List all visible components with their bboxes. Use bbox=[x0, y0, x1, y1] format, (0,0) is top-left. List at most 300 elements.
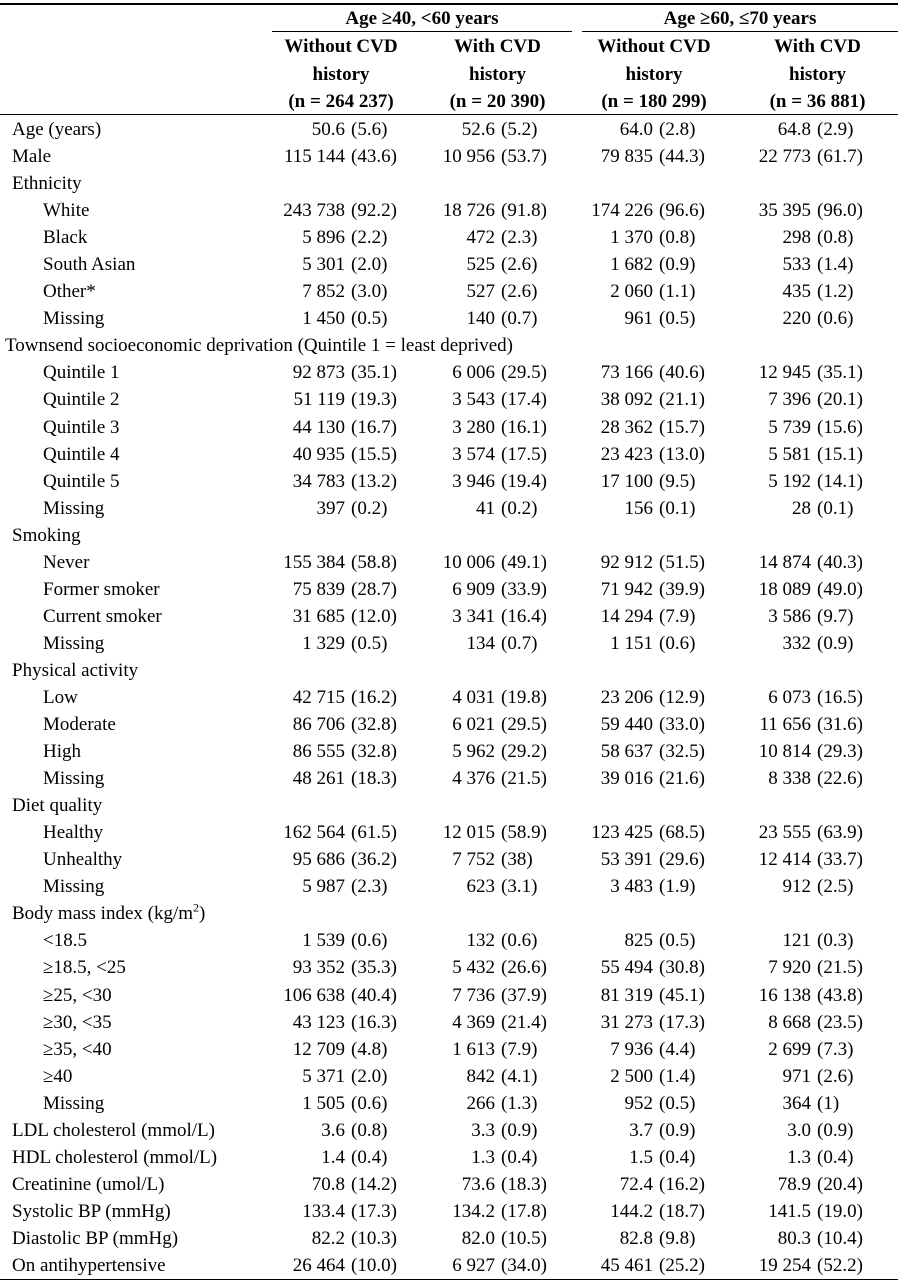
row-label-text: South Asian bbox=[43, 254, 136, 276]
table-row bbox=[0, 1252, 898, 1279]
cell-count: 23 555 bbox=[758, 822, 811, 844]
cell-percentage: (49.1) bbox=[501, 551, 547, 573]
cell-count: 8 668 bbox=[768, 1011, 811, 1033]
cell-count: 3.3 bbox=[471, 1119, 495, 1141]
column-header-line: (n = 180 299) bbox=[601, 91, 707, 112]
cell-count: 3 341 bbox=[452, 605, 495, 627]
table-row bbox=[0, 1225, 898, 1252]
row-label bbox=[12, 1144, 217, 1171]
cell-percentage: (0.8) bbox=[351, 1119, 388, 1141]
cell-percentage: (18.3) bbox=[351, 768, 397, 790]
table-row bbox=[0, 927, 898, 954]
cell-count: 73 166 bbox=[600, 362, 653, 384]
cell-percentage: (10.0) bbox=[351, 1254, 397, 1276]
table-row bbox=[0, 1009, 898, 1036]
cell-count: 527 bbox=[466, 281, 495, 303]
cell-percentage: (0.5) bbox=[659, 1092, 696, 1114]
cell-count: 34 783 bbox=[292, 470, 345, 492]
cell-percentage: (4.4) bbox=[659, 1038, 696, 1060]
cell-percentage: (16.3) bbox=[351, 1011, 397, 1033]
cell-count: 1 505 bbox=[302, 1092, 345, 1114]
cell-count: 42 715 bbox=[292, 686, 345, 708]
cell-count: 162 564 bbox=[283, 822, 345, 844]
cell-count: 86 555 bbox=[292, 741, 345, 763]
cell-count: 1 370 bbox=[610, 227, 653, 249]
cell-percentage: (32.8) bbox=[351, 741, 397, 763]
cell-count: 971 bbox=[782, 1065, 811, 1087]
cell-count: 41 bbox=[476, 497, 495, 519]
cell-count: 7 396 bbox=[768, 389, 811, 411]
cell-percentage: (9.5) bbox=[659, 470, 696, 492]
cell-percentage: (61.5) bbox=[351, 822, 397, 844]
cell-count: 134.2 bbox=[452, 1200, 495, 1222]
column-header-line: history bbox=[312, 63, 370, 85]
cell-percentage: (0.1) bbox=[817, 497, 854, 519]
cell-percentage: (1.4) bbox=[659, 1065, 696, 1087]
cell-count: 12 945 bbox=[758, 362, 811, 384]
cell-count: 3 574 bbox=[452, 443, 495, 465]
cell-count: 17 100 bbox=[600, 470, 653, 492]
cell-percentage: (2.8) bbox=[659, 119, 696, 140]
cell-percentage: (15.6) bbox=[817, 416, 863, 438]
table-row bbox=[0, 224, 898, 251]
cell-count: 266 bbox=[466, 1092, 495, 1114]
cell-count: 48 261 bbox=[292, 768, 345, 790]
cell-count: 106 638 bbox=[283, 984, 345, 1006]
cell-percentage: (33.0) bbox=[659, 714, 705, 736]
cell-count: 50.6 bbox=[311, 119, 345, 140]
cell-percentage: (14.2) bbox=[351, 1173, 397, 1195]
cell-percentage: (7.3) bbox=[817, 1038, 854, 1060]
table-body bbox=[0, 116, 898, 1279]
row-label bbox=[43, 278, 96, 305]
cell-percentage: (36.2) bbox=[351, 849, 397, 871]
cell-count: 52.6 bbox=[461, 119, 495, 140]
row-label bbox=[12, 1225, 178, 1252]
cell-percentage: (34.0) bbox=[501, 1254, 547, 1276]
table-row bbox=[0, 954, 898, 981]
cell-percentage: (0.9) bbox=[659, 254, 696, 276]
cell-count: 133.4 bbox=[302, 1200, 345, 1222]
cell-count: 332 bbox=[782, 632, 811, 654]
cell-percentage: (1) bbox=[817, 1092, 840, 1114]
cell-percentage: (16.4) bbox=[501, 605, 547, 627]
table-row bbox=[0, 765, 898, 792]
cell-percentage: (0.2) bbox=[501, 497, 538, 519]
cell-count: 6 073 bbox=[768, 686, 811, 708]
cell-percentage: (18.3) bbox=[501, 1173, 547, 1195]
table-row bbox=[0, 900, 898, 927]
cell-count: 5 301 bbox=[302, 254, 345, 276]
cell-percentage: (0.7) bbox=[501, 308, 538, 330]
row-label-text: Missing bbox=[43, 497, 105, 519]
cell-percentage: (15.7) bbox=[659, 416, 705, 438]
cell-count: 23 423 bbox=[600, 443, 653, 465]
table-row bbox=[0, 982, 898, 1009]
cell-count: 1 613 bbox=[452, 1038, 495, 1060]
table-top-rule bbox=[0, 3, 898, 5]
cell-percentage: (63.9) bbox=[817, 822, 863, 844]
row-label-text: Low bbox=[43, 686, 78, 708]
table-row bbox=[0, 819, 898, 846]
row-label-text: Moderate bbox=[43, 714, 116, 736]
row-label bbox=[43, 630, 104, 657]
cell-count: 155 384 bbox=[283, 551, 345, 573]
cell-percentage: (2.6) bbox=[501, 281, 538, 303]
cell-count: 3.6 bbox=[321, 1119, 345, 1141]
row-label bbox=[12, 116, 101, 143]
cell-count: 435 bbox=[782, 281, 811, 303]
cell-percentage: (0.6) bbox=[501, 930, 538, 952]
cell-percentage: (0.9) bbox=[817, 632, 854, 654]
row-label-text: Creatinine (umol/L) bbox=[12, 1173, 165, 1195]
cell-count: 6 021 bbox=[452, 714, 495, 736]
cell-count: 93 352 bbox=[292, 957, 345, 979]
cell-percentage: (9.8) bbox=[659, 1227, 696, 1249]
cell-count: 952 bbox=[624, 1092, 653, 1114]
cell-count: 5 581 bbox=[768, 443, 811, 465]
column-header-with-cvd-60-70 bbox=[745, 33, 890, 116]
cell-percentage: (19.0) bbox=[817, 1200, 863, 1222]
cell-percentage: (32.5) bbox=[659, 741, 705, 763]
row-label-text: Missing bbox=[43, 876, 105, 898]
row-label-text: Quintile 2 bbox=[43, 389, 120, 411]
group-header-age-60-70: Age ≥60, ≤70 years bbox=[663, 8, 817, 29]
column-header-line: history bbox=[789, 63, 846, 85]
row-label-text: Missing bbox=[43, 768, 105, 790]
column-header-line: Without CVD bbox=[284, 36, 398, 57]
cell-percentage: (17.8) bbox=[501, 1200, 547, 1222]
cell-count: 80.3 bbox=[777, 1227, 811, 1249]
cell-percentage: (96.6) bbox=[659, 200, 705, 222]
cell-percentage: (0.9) bbox=[659, 1119, 696, 1141]
cell-count: 11 656 bbox=[759, 714, 811, 736]
cell-count: 121 bbox=[782, 930, 811, 952]
row-label-text: ≥35, <40 bbox=[43, 1038, 112, 1060]
table-row bbox=[0, 278, 898, 305]
row-label-text: Missing bbox=[43, 632, 105, 654]
cell-percentage: (0.5) bbox=[351, 632, 388, 654]
cell-percentage: (0.8) bbox=[817, 227, 854, 249]
cell-count: 912 bbox=[782, 876, 811, 898]
cell-count: 81 319 bbox=[600, 984, 653, 1006]
table-row bbox=[0, 1117, 898, 1144]
cell-percentage: (2.6) bbox=[817, 1065, 854, 1087]
row-label-text: Missing bbox=[43, 308, 105, 330]
cell-percentage: (53.7) bbox=[501, 146, 547, 168]
table-row bbox=[0, 1090, 898, 1117]
cell-percentage: (43.6) bbox=[351, 146, 397, 168]
group-header-age-40-60: Age ≥40, <60 years bbox=[345, 8, 499, 29]
row-label-text: Townsend socioeconomic deprivation (Quintile 1 = least deprived) bbox=[5, 335, 513, 357]
cell-count: 1 329 bbox=[302, 632, 345, 654]
cell-count: 4 031 bbox=[452, 686, 495, 708]
row-label bbox=[12, 1171, 164, 1198]
cell-count: 132 bbox=[466, 930, 495, 952]
cell-count: 174 226 bbox=[591, 200, 653, 222]
cell-count: 140 bbox=[466, 308, 495, 330]
cell-count: 26 464 bbox=[292, 1254, 345, 1276]
cell-percentage: (18.7) bbox=[659, 1200, 705, 1222]
table-row bbox=[0, 495, 898, 522]
cell-percentage: (17.4) bbox=[501, 389, 547, 411]
row-label-text: Quintile 1 bbox=[43, 362, 120, 384]
table-row bbox=[0, 386, 898, 413]
cell-percentage: (29.5) bbox=[501, 362, 547, 384]
cell-percentage: (52.2) bbox=[817, 1254, 863, 1276]
cell-count: 4 369 bbox=[452, 1011, 495, 1033]
cell-count: 95 686 bbox=[292, 849, 345, 871]
cell-percentage: (2.6) bbox=[501, 254, 538, 276]
row-label-text: Unhealthy bbox=[43, 849, 123, 871]
column-header-without-cvd-60-70 bbox=[578, 33, 730, 116]
cell-percentage: (2.0) bbox=[351, 254, 388, 276]
cell-count: 3.7 bbox=[629, 1119, 653, 1141]
cell-count: 14 294 bbox=[600, 605, 653, 627]
row-label-text: LDL cholesterol (mmol/L) bbox=[12, 1119, 215, 1141]
cell-count: 12 414 bbox=[758, 849, 811, 871]
cell-percentage: (2.5) bbox=[817, 876, 854, 898]
cell-count: 86 706 bbox=[292, 714, 345, 736]
cell-count: 6 927 bbox=[452, 1254, 495, 1276]
cell-count: 70.8 bbox=[311, 1173, 345, 1195]
cell-percentage: (38) bbox=[501, 849, 533, 871]
cell-percentage: (13.2) bbox=[351, 470, 397, 492]
cell-count: 1 539 bbox=[302, 930, 345, 952]
cell-percentage: (29.3) bbox=[817, 741, 863, 763]
row-label-text: Diet quality bbox=[12, 795, 103, 817]
row-label bbox=[43, 441, 120, 468]
row-label bbox=[12, 900, 205, 927]
row-label-text: HDL cholesterol (mmol/L) bbox=[12, 1146, 218, 1168]
cell-percentage: (7.9) bbox=[501, 1038, 538, 1060]
row-label bbox=[43, 1090, 104, 1117]
cell-count: 82.0 bbox=[461, 1227, 495, 1249]
cell-count: 79 835 bbox=[600, 146, 653, 168]
cell-percentage: (17.3) bbox=[659, 1011, 705, 1033]
row-label bbox=[43, 927, 87, 954]
cell-percentage: (40.4) bbox=[351, 984, 397, 1006]
table-row bbox=[0, 630, 898, 657]
cell-count: 3 946 bbox=[452, 470, 495, 492]
row-label-text: Age (years) bbox=[12, 119, 102, 140]
cell-percentage: (10.4) bbox=[817, 1227, 863, 1249]
cell-count: 5 896 bbox=[302, 227, 345, 249]
cell-count: 40 935 bbox=[292, 443, 345, 465]
cell-count: 623 bbox=[466, 876, 495, 898]
cell-percentage: (10.3) bbox=[351, 1227, 397, 1249]
row-label-text: Quintile 5 bbox=[43, 470, 120, 492]
cell-percentage: (0.1) bbox=[659, 497, 696, 519]
cell-percentage: (9.7) bbox=[817, 605, 854, 627]
row-label bbox=[43, 711, 116, 738]
cell-percentage: (22.6) bbox=[817, 768, 863, 790]
column-header-line: With CVD bbox=[454, 36, 541, 57]
table-row bbox=[0, 873, 898, 900]
row-label-text: Black bbox=[43, 227, 88, 249]
cell-percentage: (1.9) bbox=[659, 876, 696, 898]
cell-count: 18 726 bbox=[442, 200, 495, 222]
cell-percentage: (58.8) bbox=[351, 551, 397, 573]
cell-percentage: (29.5) bbox=[501, 714, 547, 736]
row-label-text: ≥40 bbox=[43, 1065, 73, 1087]
row-label-text: ) bbox=[199, 903, 206, 925]
cell-percentage: (1.3) bbox=[501, 1092, 538, 1114]
row-label bbox=[43, 738, 81, 765]
table-row bbox=[0, 305, 898, 332]
cell-percentage: (2.2) bbox=[351, 227, 388, 249]
cell-count: 18 089 bbox=[758, 578, 811, 600]
cell-count: 71 942 bbox=[600, 578, 653, 600]
cell-count: 220 bbox=[782, 308, 811, 330]
cell-percentage: (14.1) bbox=[817, 470, 863, 492]
cell-count: 525 bbox=[466, 254, 495, 276]
row-label bbox=[12, 170, 82, 197]
row-label-text: Diastolic BP (mmHg) bbox=[12, 1227, 179, 1249]
row-label-text: Physical activity bbox=[12, 659, 139, 681]
cell-count: 10 006 bbox=[442, 551, 495, 573]
cell-percentage: (19.3) bbox=[351, 389, 397, 411]
cell-percentage: (68.5) bbox=[659, 822, 705, 844]
cell-percentage: (3.0) bbox=[351, 281, 388, 303]
cell-count: 144.2 bbox=[610, 1200, 653, 1222]
cell-percentage: (12.9) bbox=[659, 686, 705, 708]
row-label bbox=[43, 684, 78, 711]
cell-percentage: (33.9) bbox=[501, 578, 547, 600]
cell-count: 3 483 bbox=[610, 876, 653, 898]
cell-percentage: (26.6) bbox=[501, 957, 547, 979]
cell-count: 123 425 bbox=[591, 822, 653, 844]
column-header-line: history bbox=[469, 63, 526, 85]
cell-count: 4 376 bbox=[452, 768, 495, 790]
cell-percentage: (20.1) bbox=[817, 389, 863, 411]
cell-count: 45 461 bbox=[600, 1254, 653, 1276]
row-label bbox=[43, 468, 120, 495]
table-row bbox=[0, 332, 898, 359]
cell-percentage: (19.8) bbox=[501, 686, 547, 708]
cell-count: 55 494 bbox=[600, 957, 653, 979]
row-label bbox=[43, 819, 103, 846]
table-row bbox=[0, 468, 898, 495]
table-row bbox=[0, 116, 898, 143]
cell-count: 10 956 bbox=[442, 146, 495, 168]
table-row bbox=[0, 738, 898, 765]
cell-percentage: (0.9) bbox=[501, 1119, 538, 1141]
group-header-rule bbox=[582, 31, 898, 32]
row-label-text: Missing bbox=[43, 1092, 105, 1114]
row-label bbox=[12, 792, 102, 819]
cell-count: 7 736 bbox=[452, 984, 495, 1006]
cell-count: 19 254 bbox=[758, 1254, 811, 1276]
table-row bbox=[0, 414, 898, 441]
cell-count: 82.8 bbox=[619, 1227, 653, 1249]
cell-count: 1.3 bbox=[787, 1146, 811, 1168]
cell-percentage: (25.2) bbox=[659, 1254, 705, 1276]
cell-count: 92 912 bbox=[600, 551, 653, 573]
row-label bbox=[43, 1063, 72, 1090]
cell-count: 12 709 bbox=[292, 1038, 345, 1060]
cell-percentage: (1.2) bbox=[817, 281, 854, 303]
cell-percentage: (5.6) bbox=[351, 119, 388, 140]
cell-percentage: (21.5) bbox=[501, 768, 547, 790]
table-row bbox=[0, 522, 898, 549]
table-row bbox=[0, 576, 898, 603]
row-label-text: Current smoker bbox=[43, 605, 162, 627]
row-label bbox=[5, 332, 513, 359]
cell-percentage: (35.1) bbox=[817, 362, 863, 384]
cell-percentage: (0.6) bbox=[659, 632, 696, 654]
column-header-line: (n = 20 390) bbox=[449, 91, 546, 112]
cell-percentage: (29.6) bbox=[659, 849, 705, 871]
cell-count: 397 bbox=[316, 497, 345, 519]
cell-percentage: (0.5) bbox=[659, 308, 696, 330]
cell-percentage: (61.7) bbox=[817, 146, 863, 168]
row-label bbox=[43, 305, 104, 332]
cell-count: 8 338 bbox=[768, 768, 811, 790]
row-label bbox=[12, 522, 81, 549]
cell-percentage: (23.5) bbox=[817, 1011, 863, 1033]
cell-percentage: (4.1) bbox=[501, 1065, 538, 1087]
row-label bbox=[12, 1252, 166, 1279]
cell-count: 1.4 bbox=[321, 1146, 345, 1168]
row-label bbox=[43, 1009, 112, 1036]
row-label bbox=[43, 414, 120, 441]
row-label bbox=[43, 1036, 112, 1063]
column-header-line: With CVD bbox=[774, 36, 861, 57]
cell-percentage: (17.3) bbox=[351, 1200, 397, 1222]
cell-percentage: (0.4) bbox=[817, 1146, 854, 1168]
cell-count: 7 852 bbox=[302, 281, 345, 303]
row-label bbox=[12, 1198, 171, 1225]
cell-percentage: (15.1) bbox=[817, 443, 863, 465]
cell-percentage: (21.5) bbox=[817, 957, 863, 979]
cell-percentage: (0.6) bbox=[351, 930, 388, 952]
cell-percentage: (2.9) bbox=[817, 119, 854, 140]
cell-count: 10 814 bbox=[758, 741, 811, 763]
cell-count: 842 bbox=[466, 1065, 495, 1087]
row-label-text: Quintile 3 bbox=[43, 416, 120, 438]
row-label-text: Male bbox=[12, 146, 52, 168]
cell-count: 1 151 bbox=[610, 632, 653, 654]
cell-percentage: (1.1) bbox=[659, 281, 696, 303]
row-label-text: Quintile 4 bbox=[43, 443, 120, 465]
row-label bbox=[43, 386, 120, 413]
cell-count: 156 bbox=[624, 497, 653, 519]
cell-count: 28 362 bbox=[600, 416, 653, 438]
cell-percentage: (28.7) bbox=[351, 578, 397, 600]
cell-percentage: (96.0) bbox=[817, 200, 863, 222]
cell-count: 243 738 bbox=[283, 200, 345, 222]
cell-percentage: (0.5) bbox=[351, 308, 388, 330]
cell-percentage: (16.2) bbox=[351, 686, 397, 708]
row-label bbox=[43, 765, 104, 792]
cell-count: 5 962 bbox=[452, 741, 495, 763]
cell-count: 5 192 bbox=[768, 470, 811, 492]
row-label bbox=[43, 873, 104, 900]
cell-percentage: (16.2) bbox=[659, 1173, 705, 1195]
cell-percentage: (10.5) bbox=[501, 1227, 547, 1249]
cell-count: 38 092 bbox=[600, 389, 653, 411]
cell-count: 5 432 bbox=[452, 957, 495, 979]
cell-count: 73.6 bbox=[461, 1173, 495, 1195]
cell-percentage: (20.4) bbox=[817, 1173, 863, 1195]
cell-percentage: (39.9) bbox=[659, 578, 705, 600]
row-label bbox=[12, 143, 51, 170]
cell-percentage: (4.8) bbox=[351, 1038, 388, 1060]
cell-count: 1.5 bbox=[629, 1146, 653, 1168]
cell-percentage: (21.6) bbox=[659, 768, 705, 790]
cell-count: 3 543 bbox=[452, 389, 495, 411]
